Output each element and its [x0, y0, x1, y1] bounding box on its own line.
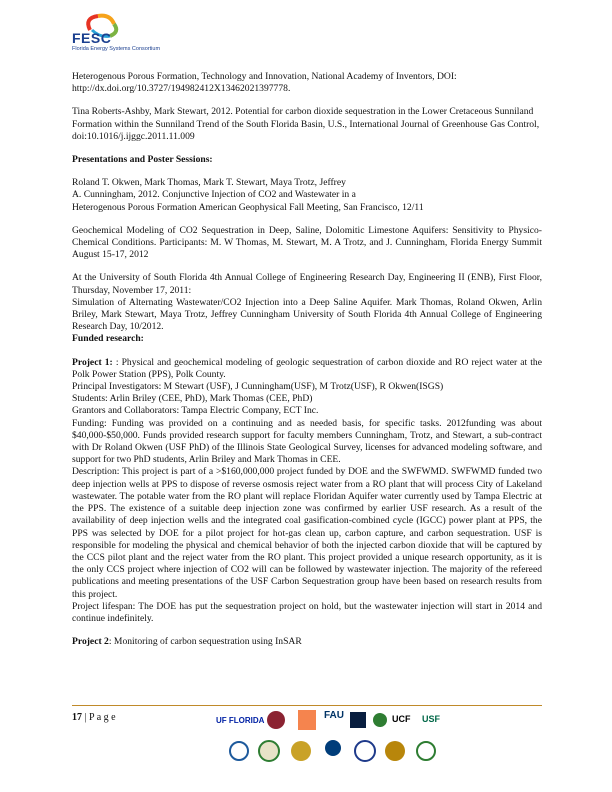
- project1-description: Description: This project is part of a >$160,000,000 project funded by DOE and the SWFWMD. SWFWMD funded two deep injection wells at PPS to dispose of reverse osmosis reject water from a RO plant that will process City of Lakeland wastewater. The potable water from the RO plant will replace Floridan Aquifer water currently used by Tampa Electric at the PPS. The existence of a suitable deep injection zone was confirmed by earlier USF research. As a result of the availability of deep injection wells and the integrated coal gasification-combined cycle (IGCC) power plant at PPS, the PPS was selected by DOE for a pilot project for hot-gas clean up, carbon capture, and carbon sequestration. USF is responsible for modeling the physical and chemical behavior of both the injected carbon dioxide that will be captured by the CCS pilot plant and the reject water from the RO plant. This project provided a unique research opportunity, as it is the only CCS project where injection of CO2 will can be followed by wastewater injection. The majority of the refereed publications and meeting presentations of the USF Carbon Sequestration group have been based on research results from this project.: [72, 466, 542, 600]
- fiu-logo: [348, 708, 368, 732]
- gulf-logo: [372, 712, 388, 728]
- section-heading-presentations: Presentations and Poster Sessions:: [72, 154, 213, 166]
- presentation-okwen-line2: A. Cunningham, 2012. Conjunctive Injection of CO2 and Wastewater in a: [72, 189, 356, 201]
- seal-icon: [290, 740, 312, 762]
- seal-icon: [354, 740, 376, 762]
- project1-students: Students: Arlin Briley (CEE, PhD), Mark Thomas (CEE, PhD): [72, 393, 313, 405]
- fau-logo: FAU: [324, 710, 344, 721]
- logo-text: FESC: [72, 30, 112, 46]
- research-day-presentation: Simulation of Alternating Wastewater/CO2 Injection into a Deep Saline Aquifer. Mark Thomas, Roland Okwen, Arlin Briley, Mark Stewart, Maya Trotz, Jeffrey Cunningham University of South Florida 4th Annual College of Engineering Research Day, 10/2012.: [72, 296, 542, 333]
- usf-logo: USF: [422, 714, 440, 724]
- project2-title: Project 2: Monitoring of carbon sequestration using InSAR: [72, 636, 302, 648]
- gulf-coast-logo: [414, 740, 438, 762]
- seal-icon: [384, 740, 406, 762]
- reference-roberts-ashby: Tina Roberts-Ashby, Mark Stewart, 2012. Potential for carbon dioxide sequestration in the Lower Cretaceous Sunniland Formation within the Sunniland Trend of the South Florida Basin, U.S., International Journal of Greenhouse Gas Control, doi:10.1016/j.ijggc.2011.11.009: [72, 106, 540, 142]
- project1-title: Project 1: : Physical and geochemical modeling of geologic sequestration of carbon dioxide and RO reject water at the Polk Power Station (PPS), Polk County.: [72, 356, 542, 380]
- partner-logos-row1: [216, 708, 546, 734]
- footer-rule: [72, 705, 542, 706]
- research-day-intro: At the University of South Florida 4th Annual College of Engineering Research Day, Engineering II (ENB), First Floor, Thursday, November 17, 2011:: [72, 272, 542, 296]
- unf-logo: [320, 738, 346, 764]
- presentation-geochemical: Geochemical Modeling of CO2 Sequestration in Deep, Saline, Dolomitic Limestone Aquifers: Sensitivity to Physico-Chemical Conditions. Participants: M. W Thomas, M. Stewart, M. A Trotz, and J. Cunningham, Florida Energy Summit August 15-17, 2012: [72, 224, 542, 261]
- presentation-okwen-line1: Roland T. Okwen, Mark Thomas, Mark T. Stewart, Maya Trotz, Jeffrey: [72, 177, 346, 189]
- logo-subtitle: Florida Energy Systems Consortium: [72, 46, 161, 52]
- uf-logo: UF FLORIDA: [216, 716, 265, 725]
- ucf-logo: UCF: [392, 714, 411, 724]
- project1-grantors: Grantors and Collaborators: Tampa Electric Company, ECT Inc.: [72, 405, 319, 417]
- famu-logo: [296, 708, 318, 732]
- project1-funding: Funding: Funding was provided on a continuing and as needed basis, for specific tasks. 2012funding was about $40,000-$50,000. Funds provided research support for faculty members Cunningham, Trotz, and Stewart, a sub-contract with Dr Roland Okwen (USF PhD) of the Illinois State Geological Survey, licenses for advanced modeling software, and support for two PhD students, Arlin Briley and Mark Thomas in CEE.: [72, 417, 542, 466]
- seal-icon: [266, 708, 286, 732]
- presentation-okwen-line3: Heterogenous Porous Formation American Geophysical Fall Meeting, San Francisco, 12/11: [72, 201, 424, 213]
- reference-continued: Heterogenous Porous Formation, Technology and Innovation, National Academy of Inventors, DOI: http://dx.doi.org/10.3727/194982412X13462021397778.: [72, 71, 457, 95]
- section-heading-funded: Funded research:: [72, 333, 144, 345]
- project1-lifespan: Project lifespan: The DOE has put the sequestration project on hold, but the wastewater injection will start in 2014 and continue indefinitely.: [72, 600, 542, 624]
- uwf-logo: [228, 740, 250, 762]
- project1-investigators: Principal Investigators: M Stewart (USF), J Cunningham(USF), M Trotz(USF), R Okwen(ISGS): [72, 381, 444, 393]
- page-number: 17 | P a g e: [72, 712, 116, 723]
- fsu-seal: [258, 740, 280, 762]
- document-body: [72, 71, 542, 648]
- partner-logos-row2: [228, 738, 548, 766]
